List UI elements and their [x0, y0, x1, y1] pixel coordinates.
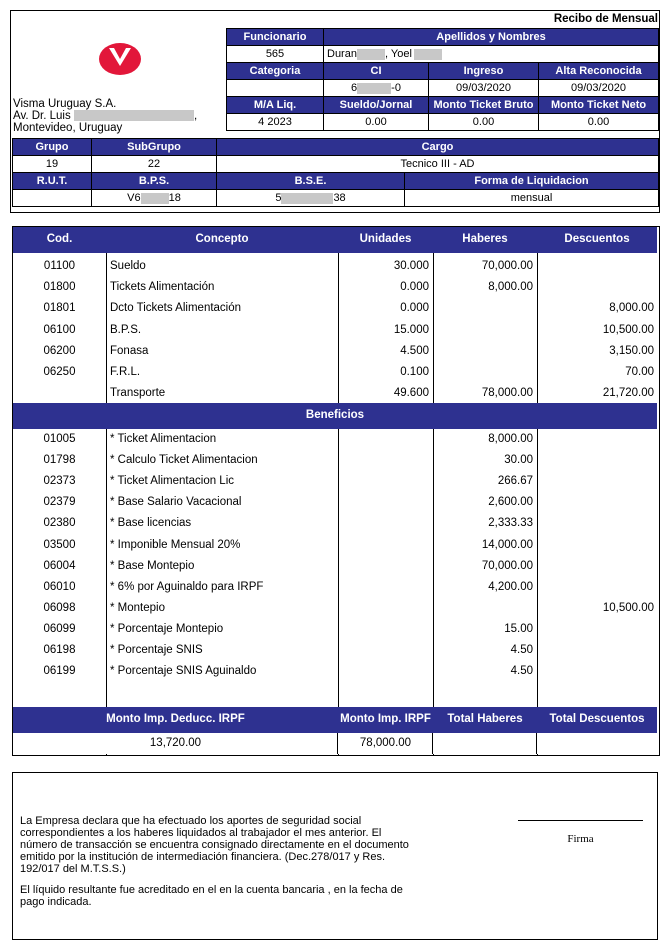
- cargo-value: Tecnico III - AD: [217, 156, 659, 173]
- sueldo-jornal-header: Sueldo/Jornal: [324, 97, 429, 114]
- beneficio-row: [13, 472, 659, 493]
- totals-row: [13, 733, 657, 754]
- rut-header: R.U.T.: [13, 173, 92, 190]
- haberes-cell: 2,333.33: [488, 517, 533, 530]
- forma-header: Forma de Liquidacion: [405, 173, 659, 190]
- ticket-bruto-value: 0.00: [429, 114, 539, 131]
- cod-cell: 02380: [43, 517, 76, 530]
- cod-cell: 06250: [43, 366, 76, 378]
- concepto-cell: * Base Salario Vacacional: [110, 496, 242, 509]
- beneficio-row: [13, 557, 659, 578]
- descuentos-cell: 21,720.00: [602, 387, 654, 400]
- cod-cell: 06199: [43, 665, 76, 678]
- concepto-cell: * Ticket Alimentacion Lic: [110, 475, 235, 488]
- concepto-cell: * Ticket Alimentacion: [110, 433, 217, 445]
- concepto-cell: * Porcentaje Montepio: [110, 622, 224, 635]
- concepto-cell: F.R.L.: [110, 366, 141, 378]
- total-descuentos-header: Total Descuentos: [549, 713, 645, 725]
- beneficio-row: [13, 536, 659, 557]
- ci-value: 6 -0: [324, 80, 429, 97]
- cod-cell: 01100: [43, 260, 76, 272]
- cod-cell: 01005: [43, 433, 76, 445]
- descuentos-cell: 10,500.00: [602, 601, 654, 614]
- cod-cell: 06100: [43, 323, 76, 336]
- cod-header: Cod.: [46, 233, 73, 245]
- concepto-cell: B.P.S.: [110, 323, 142, 336]
- alta-value: 09/03/2020: [539, 80, 659, 97]
- concepts-table: [12, 226, 660, 756]
- grupo-header: Grupo: [13, 139, 92, 156]
- alta-header: Alta Reconocida: [539, 63, 659, 80]
- concept-row: [13, 342, 659, 363]
- concept-row: [13, 257, 659, 278]
- descuentos-cell: 3,150.00: [609, 344, 654, 357]
- concepto-cell: * Base licencias: [110, 517, 192, 530]
- haberes-cell: 4,200.00: [488, 580, 533, 593]
- ticket-neto-header: Monto Ticket Neto: [539, 97, 659, 114]
- concepto-cell: * 6% por Aguinaldo para IRPF: [110, 580, 264, 593]
- rut-value: [13, 190, 92, 207]
- descuentos-cell: 10,500.00: [602, 323, 654, 336]
- subgrupo-value: 22: [92, 156, 217, 173]
- haberes-cell: 70,000.00: [481, 260, 533, 272]
- irpf-value: 78,000.00: [359, 737, 412, 749]
- bse-header: B.S.E.: [217, 173, 405, 190]
- unidades-cell: 0.000: [400, 281, 429, 294]
- concepto-cell: Transporte: [110, 387, 166, 400]
- beneficio-row: [13, 578, 659, 599]
- concepto-cell: * Porcentaje SNIS Aguinaldo: [110, 665, 257, 678]
- cod-cell: 06004: [43, 559, 76, 572]
- concepto-cell: * Porcentaje SNIS: [110, 644, 203, 656]
- bps-header: B.P.S.: [92, 173, 217, 190]
- cod-cell: 06099: [43, 622, 76, 635]
- concept-row: [13, 278, 659, 299]
- beneficio-row: [13, 641, 659, 662]
- descuentos-cell: 70.00: [625, 366, 654, 378]
- haberes-cell: 2,600.00: [488, 496, 533, 509]
- categoria-header: Categoria: [227, 63, 324, 80]
- firma-label: Firma: [567, 833, 594, 845]
- company-logo: [98, 42, 142, 76]
- concepts-header: [13, 227, 657, 253]
- cod-cell: 06010: [43, 580, 76, 593]
- bps-value: V6 18: [92, 190, 217, 207]
- concepto-cell: * Imponible Mensual 20%: [110, 538, 241, 551]
- beneficio-row: [13, 451, 659, 472]
- ci-header: CI: [324, 63, 429, 80]
- beneficio-row: [13, 662, 659, 683]
- sueldo-jornal-value: 0.00: [324, 114, 429, 131]
- cod-cell: 01801: [43, 302, 76, 315]
- haberes-header: Haberes: [462, 233, 508, 245]
- descuentos-cell: 8,000.00: [609, 302, 654, 315]
- concept-row: [13, 321, 659, 342]
- concepto-cell: Tickets Alimentación: [110, 281, 215, 294]
- concepto-cell: * Montepio: [110, 601, 165, 614]
- concept-row: [13, 299, 659, 320]
- funcionario-header: Funcionario: [227, 29, 324, 46]
- haberes-cell: 4.50: [510, 644, 533, 656]
- total-haberes-header: Total Haberes: [447, 713, 523, 725]
- irpf-deduc-header: Monto Imp. Deducc. IRPF: [106, 713, 245, 725]
- haberes-cell: 8,000.00: [488, 433, 533, 445]
- beneficio-row: [13, 514, 659, 535]
- cod-cell: 01800: [43, 281, 76, 294]
- concepto-cell: Sueldo: [110, 260, 146, 272]
- liquido-text: El líquido resultante fue acreditado en el en la cuenta bancaria , en la fecha de pago indicada.: [20, 884, 403, 908]
- beneficio-row: [13, 599, 659, 620]
- beneficio-row: [13, 620, 659, 641]
- cod-cell: 02373: [43, 475, 76, 488]
- group-info-table: [12, 138, 659, 207]
- haberes-cell: 14,000.00: [481, 538, 533, 551]
- totals-header: [13, 707, 657, 733]
- haberes-cell: 30.00: [504, 454, 533, 467]
- cod-cell: 06198: [43, 644, 76, 656]
- concepto-header: Concepto: [195, 233, 249, 245]
- ingreso-value: 09/03/2020: [429, 80, 539, 97]
- company-address: [13, 98, 197, 134]
- company-street: Av. Dr. Luis ,: [13, 110, 198, 122]
- ma-liq-value: 4 2023: [227, 114, 324, 131]
- grupo-value: 19: [13, 156, 92, 173]
- concepto-cell: Fonasa: [110, 344, 149, 357]
- company-name: Visma Uruguay S.A.: [13, 98, 117, 110]
- unidades-cell: 30.000: [393, 260, 429, 272]
- haberes-cell: 15.00: [504, 622, 533, 635]
- ticket-neto-value: 0.00: [539, 114, 659, 131]
- funcionario-value: 565: [227, 46, 324, 63]
- cod-cell: 02379: [43, 496, 76, 509]
- employee-name: Duran , Yoel: [324, 46, 659, 63]
- concepto-cell: * Calculo Ticket Alimentacion: [110, 454, 258, 467]
- signature-line: [518, 820, 643, 821]
- cod-cell: 06098: [43, 601, 76, 614]
- ticket-bruto-header: Monto Ticket Bruto: [429, 97, 539, 114]
- concept-row: [13, 363, 659, 384]
- cod-cell: 01798: [43, 454, 76, 467]
- beneficio-row: [13, 493, 659, 514]
- employee-info-table: [226, 28, 659, 131]
- cod-cell: 03500: [43, 538, 76, 551]
- receipt-title: Recibo de Mensual: [553, 13, 658, 25]
- haberes-cell: 78,000.00: [481, 387, 533, 400]
- unidades-cell: 49.600: [393, 387, 429, 400]
- bse-value: 5 38: [217, 190, 405, 207]
- unidades-cell: 15.000: [393, 323, 429, 336]
- cod-cell: 06200: [43, 344, 76, 357]
- declaration-text: La Empresa declara que ha efectuado los aportes de seguridad social correspondientes a los haberes liquidados al trabajador el mes anterior. El número de transacción se encuentra consignado directamente en el documento emitido por la institución de intermediación financiera. (Dec.278/017 y Res. 192/017 del M.T.S.S.): [20, 815, 409, 875]
- unidades-cell: 4.500: [400, 344, 429, 357]
- concepto-cell: Dcto Tickets Alimentación: [110, 302, 242, 315]
- company-city: Montevideo, Uruguay: [13, 122, 123, 134]
- haberes-cell: 266.67: [497, 475, 533, 488]
- haberes-cell: 4.50: [510, 665, 533, 678]
- unidades-header: Unidades: [359, 233, 412, 245]
- forma-value: mensual: [405, 190, 659, 207]
- irpf-deduc-value: 13,720.00: [149, 737, 202, 749]
- categoria-value: [227, 80, 324, 97]
- beneficios-header: Beneficios: [13, 403, 657, 429]
- unidades-cell: 0.000: [400, 302, 429, 315]
- beneficio-row: [13, 430, 659, 451]
- subgrupo-header: SubGrupo: [92, 139, 217, 156]
- apellidos-header: Apellidos y Nombres: [324, 29, 659, 46]
- haberes-cell: 8,000.00: [488, 281, 533, 294]
- unidades-cell: 0.100: [400, 366, 429, 378]
- descuentos-header: Descuentos: [564, 233, 630, 245]
- cargo-header: Cargo: [217, 139, 659, 156]
- irpf-header: Monto Imp. IRPF: [340, 713, 431, 725]
- haberes-cell: 70,000.00: [481, 559, 533, 572]
- concepto-cell: * Base Montepio: [110, 559, 195, 572]
- ingreso-header: Ingreso: [429, 63, 539, 80]
- ma-liq-header: M/A Liq.: [227, 97, 324, 114]
